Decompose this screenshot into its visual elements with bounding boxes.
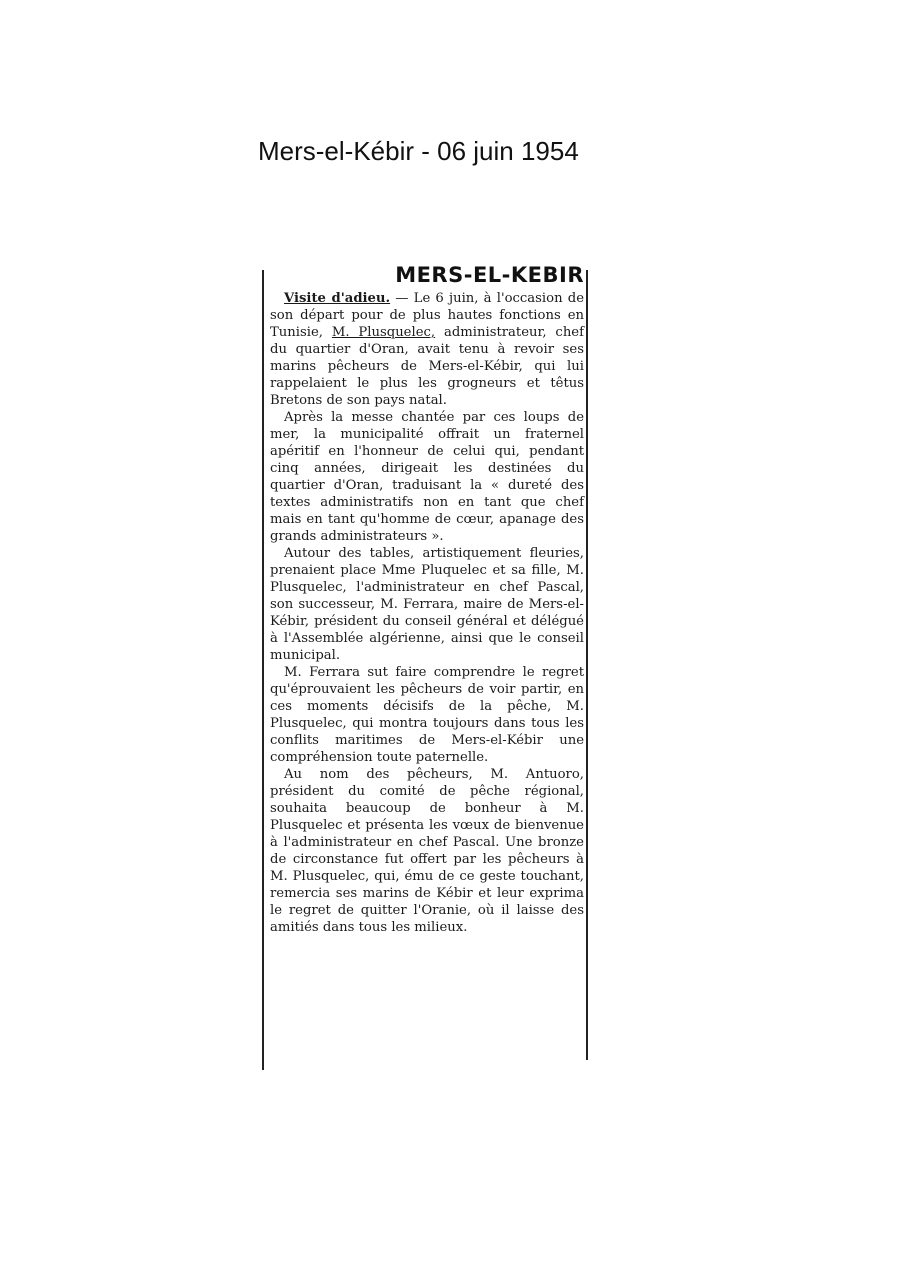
column-rule-right bbox=[586, 270, 588, 1060]
paragraph-3: Autour des tables, artistiquement fleuries, prenaient place Mme Pluquelec et sa fille, M. Plusquelec, l'administrateur en chef Pascal, son successeur, M. Ferrara, maire de Mers-el-Kébir, président du conseil général et délégué à l'Assemblée algérienne, ainsi que le conseil municipal. bbox=[270, 546, 584, 663]
newspaper-clipping bbox=[262, 262, 588, 1070]
paragraph-2: Après la messe chantée par ces loups de mer, la municipalité offrait un fraternel apéritif en l'honneur de celui qui, pendant cinq années, dirigeait les destinées du quartier d'Oran, traduisant la « dureté des textes administratifs non en tant que chef mais en tant qu'homme de cœur, apanage des grands administrateurs ». bbox=[270, 410, 584, 544]
article-headline: MERS-EL-KEBIR bbox=[395, 263, 584, 287]
paragraph-1 bbox=[270, 290, 584, 409]
article-body bbox=[270, 262, 584, 936]
column-rule-left bbox=[262, 270, 264, 1070]
paragraph-1-text-b: administrateur, chef du quartier d'Oran, avait tenu à revoir ses marins pêcheurs de Mers-el-Kébir, qui lui rappelaient le plus les grogneurs et têtus Bretons de son pays natal. bbox=[270, 325, 584, 408]
paragraph-4: M. Ferrara sut faire comprendre le regret qu'éprouvaient les pêcheurs de voir partir, en ces moments décisifs de la pêche, M. Plusquelec, qui montra toujours dans tous les conflits maritimes de Mers-el-Kébir une compréhension toute paternelle. bbox=[270, 665, 584, 765]
paragraph-1-name: M. Plusquelec, bbox=[331, 325, 436, 340]
paragraph-1-text-a: — Le 6 juin, à l'occasion de son départ pour de plus hautes fonctions en Tunisie, bbox=[270, 291, 584, 340]
page-heading: Mers-el-Kébir - 06 juin 1954 bbox=[258, 136, 579, 166]
paragraph-5: Au nom des pêcheurs, M. Antuoro, président du comité de pêche régional, souhaita beaucoup de bonheur à M. Plusquelec et présenta les vœux de bienvenue à l'administrateur en chef Pascal. Une bronze de circonstance fut offert par les pêcheurs à M. Plusquelec, qui, ému de ce geste touchant, remercia ses marins de Kébir et leur exprima le regret de quitter l'Oranie, où il laisse des amitiés dans tous les milieux. bbox=[270, 767, 584, 935]
lead-label: Visite d'adieu. bbox=[284, 291, 391, 306]
